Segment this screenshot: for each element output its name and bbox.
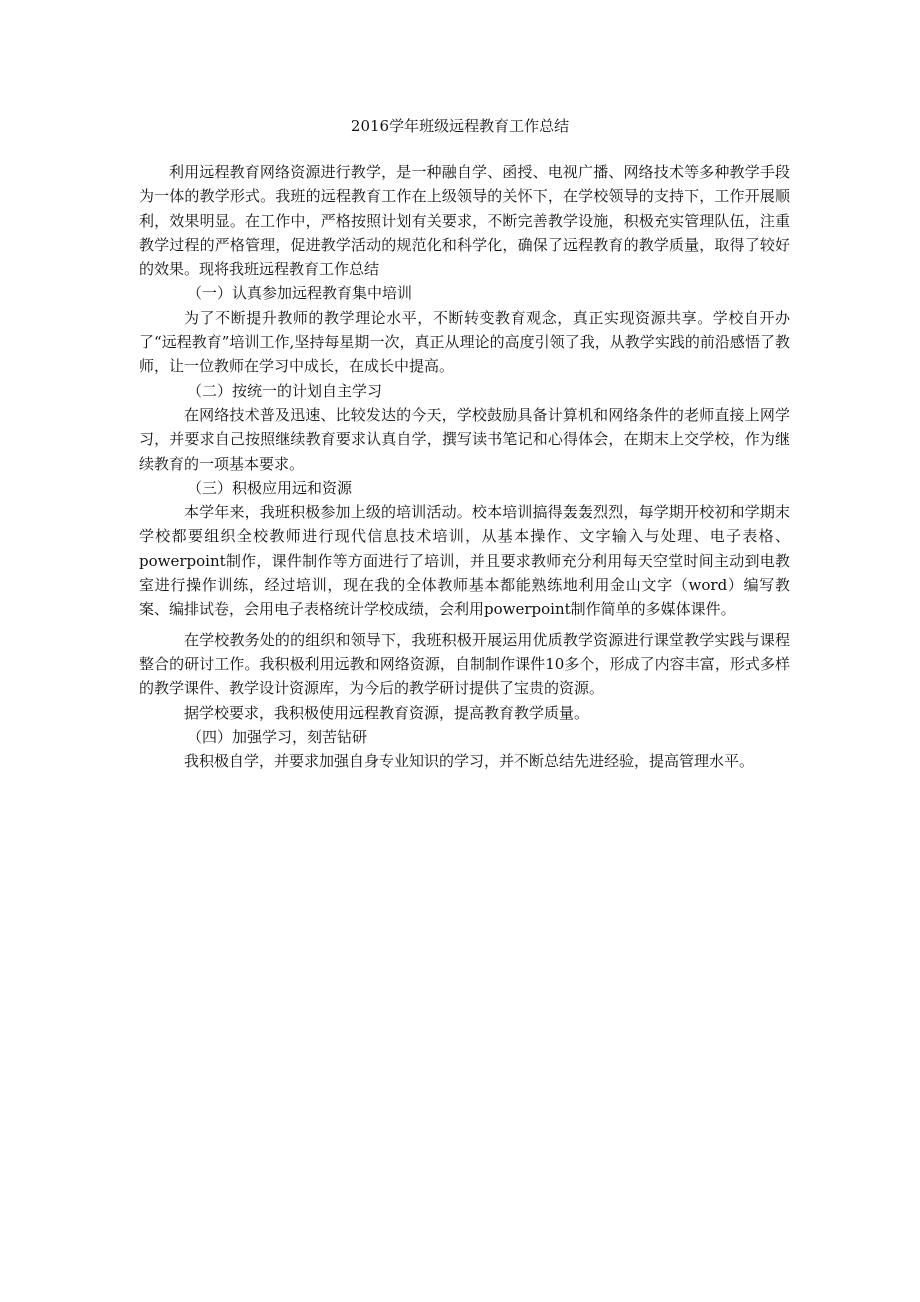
document-body — [139, 160, 790, 773]
section-4-paragraph: 我积极自学，并要求加强自身专业知识的学习，并不断总结先进经验，提高管理水平。 — [184, 752, 755, 771]
section-3-paragraph-3: 据学校要求，我积极使用远程教育资源，提高教育教学质量。 — [184, 703, 590, 722]
section-heading-4: （四）加强学习，刻苦钻研 — [187, 727, 368, 746]
section-3-paragraph-1: 本学年来，我班积极参加上级的培训活动。校本培训搞得轰轰烈烈，每学期开校初和学期末学校都要组织全校教师进行现代信息技术培训，从基本操作、文字输入与处理、电子表格、powerpoint制作，课件制作等方面进行了培训，并且要求教师充分利用每天空堂时间主动到电教室进行操作训练，经过培训，现在我的全体教师基本都能熟练地利用金山文字（word）编写教案、编排试卷，会用电子表格统计学校成绩，会利用powerpoint制作简单的多媒体课件。 — [139, 503, 790, 619]
section-2-paragraph: 在网络技术普及迅速、比较发达的今天，学校鼓励具备计算机和网络条件的老师直接上网学习，并要求自己按照继续教育要求认真自学，撰写读书笔记和心得体会，在期末上交学校，作为继续教育的一项基本要求。 — [139, 405, 790, 473]
section-heading-1: （一）认真参加远程教育集中培训 — [187, 284, 413, 303]
section-1-paragraph: 为了不断提升教师的教学理论水平，不断转变教育观念，真正实现资源共享。学校自开办了“远程教育”培训工作,坚持每星期一次，真正从理论的高度引领了我，从教学实践的前沿感悟了教师，让一位教师在学习中成长，在成长中提高。 — [139, 308, 790, 376]
section-heading-3: （三）积极应用远和资源 — [187, 478, 353, 497]
section-heading-2: （二）按统一的计划自主学习 — [187, 381, 383, 400]
section-3-paragraph-2: 在学校教务处的的组织和领导下，我班积极开展运用优质教学资源进行课堂教学实践与课程整合的研讨工作。我积极利用远教和网络资源，自制制作课件10多个，形成了内容丰富，形式多样的教学课件、教学设计资源库，为今后的教学研讨提供了宝贵的资源。 — [139, 630, 790, 698]
intro-paragraph: 利用远程教育网络资源进行教学，是一种融自学、函授、电视广播、网络技术等多种教学手段为一体的教学形式。我班的远程教育工作在上级领导的关怀下，在学校领导的支持下，工作开展顺利，效果明显。在工作中，严格按照计划有关要求，不断完善教学设施，积极充实管理队伍，注重教学过程的严格管理，促进教学活动的规范化和科学化，确保了远程教育的教学质量，取得了较好的效果。现将我班远程教育工作总结 — [139, 163, 790, 279]
document-title: 2016学年班级远程教育工作总结 — [350, 117, 570, 135]
